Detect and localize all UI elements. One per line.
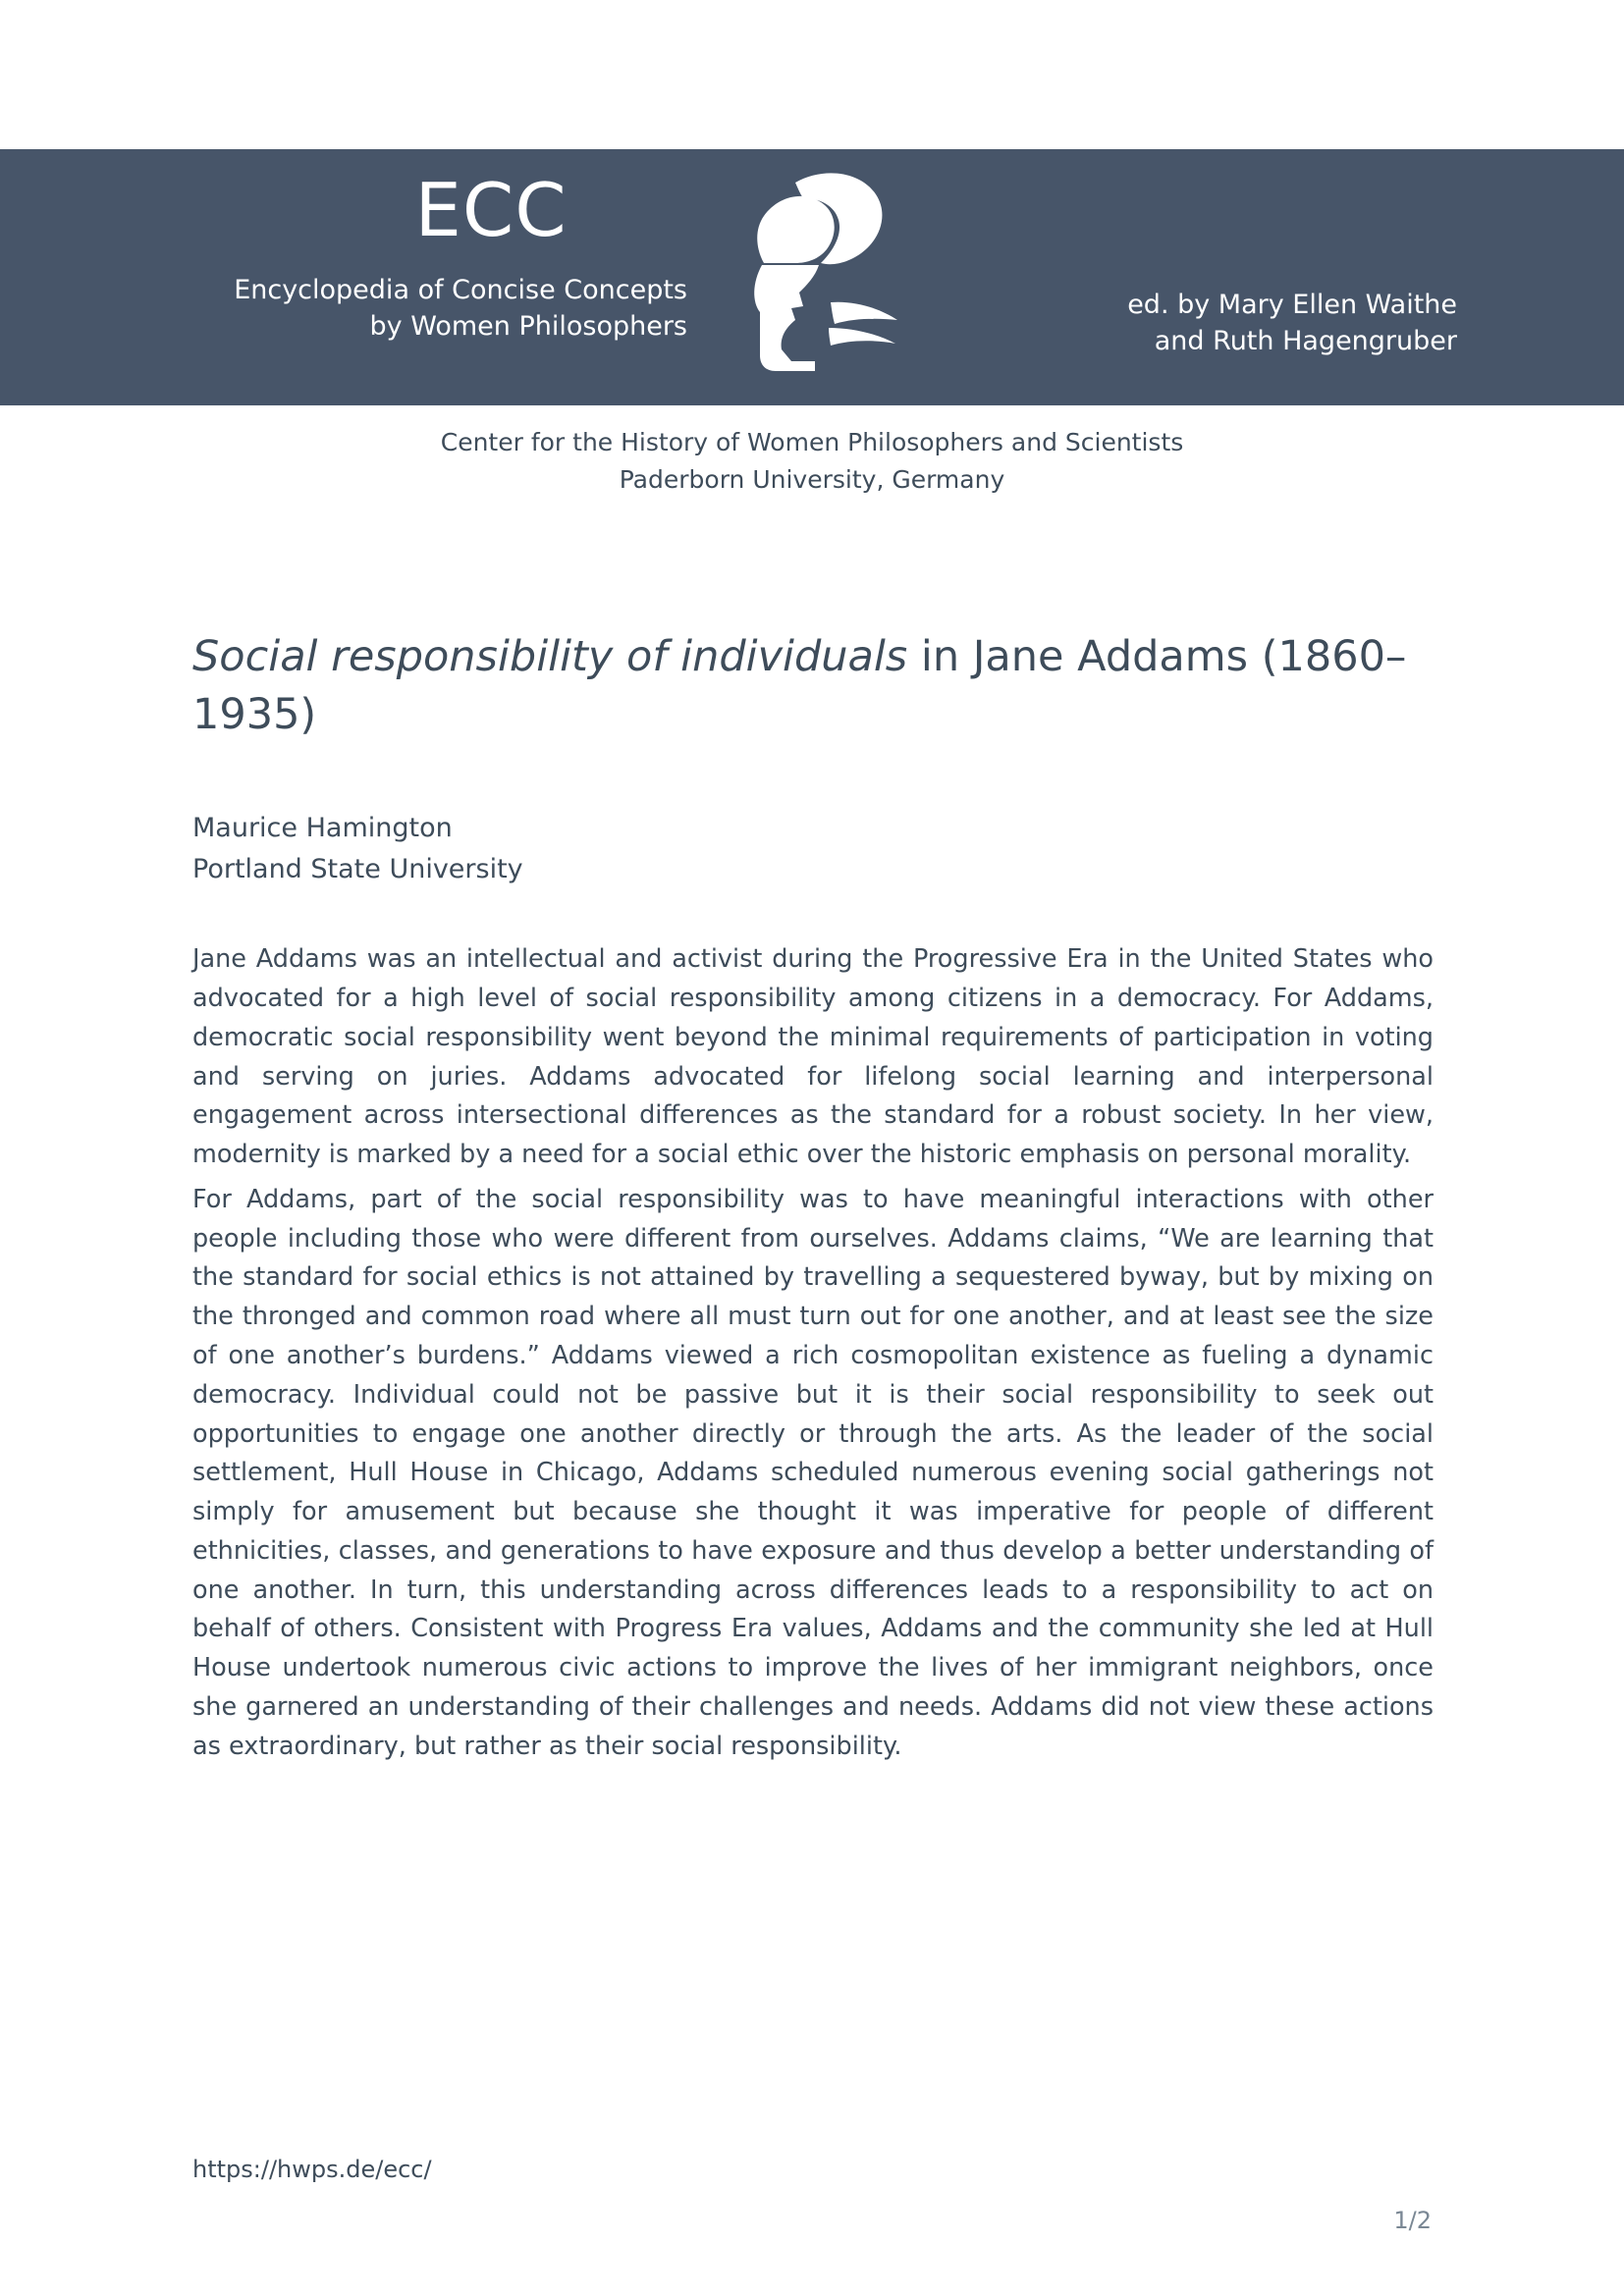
affiliation-line2: Paderborn University, Germany [619, 464, 1005, 494]
article-content [192, 628, 1434, 1772]
footer-url-link[interactable]: https://hwps.de/ecc/ [192, 2156, 432, 2183]
editors-line2: and Ruth Hagengruber [1154, 326, 1457, 357]
page-title-rest: in Jane Addams (1860–1935) [192, 632, 1407, 740]
author-block [192, 808, 1434, 890]
journal-acronym: ECC [414, 167, 568, 253]
page-number: 1/2 [1393, 2207, 1432, 2234]
journal-editors [848, 287, 1457, 360]
journal-subtitle-line2: by Women Philosophers [369, 311, 687, 343]
footer-url[interactable] [192, 2156, 432, 2183]
journal-subtitle [59, 272, 687, 346]
affiliation-line1: Center for the History of Women Philosophers and Scientists [440, 428, 1184, 456]
author-affiliation: Portland State University [192, 853, 523, 884]
editors-line1: ed. by Mary Ellen Waithe [1127, 290, 1457, 320]
page-title [192, 628, 1434, 745]
journal-subtitle-line1: Encyclopedia of Concise Concepts [234, 275, 687, 305]
journal-header-banner [0, 149, 1624, 405]
body-paragraph-1: Jane Addams was an intellectual and activist during the Progressive Era in the United States who advocated for a high level of social responsibility among citizens in a democracy. For Addams, democratic social responsibility went beyond the minimal requirements of participation in voting and serving on juries. Addams advocated for lifelong social learning and interpersonal engagement across intersectional differences as the standard for a robust society. In her view, modernity is marked by a need for a social ethic over the historic emphasis on personal morality. [192, 944, 1434, 1170]
body-paragraph-2: For Addams, part of the social responsibility was to have meaningful interactions with other people including those who were different from ourselves. Addams claims, “We are learning that the standard for social ethics is not attained by travelling a sequestered byway, but by mixing on the thronged and common road where all must turn out for one another, and at least see the size of one another’s burdens.” Addams viewed a rich cosmopolitan existence as fueling a dynamic democracy. Individual could not be passive but it is their social responsibility to seek out opportunities to engage one another directly or through the arts. As the leader of the social settlement, Hull House in Chicago, Addams scheduled numerous evening social gatherings not simply for amusement but because she thought it was imperative for people of different ethnicities, classes, and generations to have exposure and thus develop a better understanding of one another. In turn, this understanding across differences leads to a responsibility to act on behalf of others. Consistent with Progress Era values, Addams and the community she led at Hull House undertook numerous civic actions to improve the lives of her immigrant neighbors, once she garnered an understanding of their challenges and needs. Addams did not view these actions as extraordinary, but rather as their social responsibility. [192, 1184, 1434, 1761]
article-body [192, 940, 1434, 1766]
author-name: Maurice Hamington [192, 812, 453, 843]
page-title-italic-part: Social responsibility of individuals [192, 632, 908, 681]
publisher-affiliation [0, 424, 1624, 498]
